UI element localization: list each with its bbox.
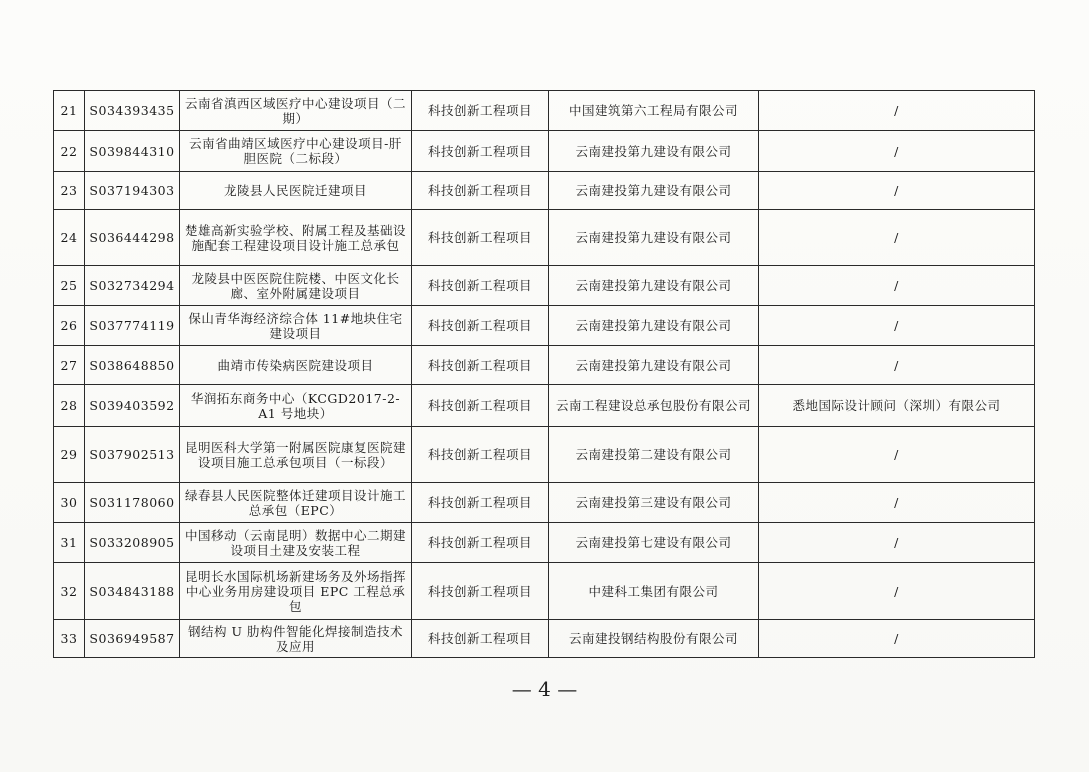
design-unit: / [759,427,1035,483]
page-number: — 4 — [511,677,578,701]
row-index: 22 [54,131,85,172]
construction-unit: 云南建投第七建设有限公司 [549,523,759,563]
project-code: S037194303 [85,172,180,210]
design-unit: / [759,131,1035,172]
project-type: 科技创新工程项目 [412,563,549,620]
construction-unit: 中建科工集团有限公司 [549,563,759,620]
row-index: 29 [54,427,85,483]
design-unit: / [759,483,1035,523]
row-index: 23 [54,172,85,210]
construction-unit: 云南建投第二建设有限公司 [549,427,759,483]
row-index: 31 [54,523,85,563]
project-code: S038648850 [85,346,180,385]
project-code: S039403592 [85,385,180,427]
design-unit: / [759,172,1035,210]
construction-unit: 云南建投第九建设有限公司 [549,306,759,346]
project-code: S039844310 [85,131,180,172]
project-name: 华润拓东商务中心（KCGD2017-2-A1 号地块） [180,385,412,427]
project-type: 科技创新工程项目 [412,131,549,172]
project-type: 科技创新工程项目 [412,210,549,266]
table-row [54,131,1035,172]
design-unit: / [759,620,1035,658]
project-type: 科技创新工程项目 [412,306,549,346]
project-code: S037774119 [85,306,180,346]
project-code: S034843188 [85,563,180,620]
construction-unit: 云南建投第九建设有限公司 [549,210,759,266]
project-name: 昆明长水国际机场新建场务及外场指挥中心业务用房建设项目 EPC 工程总承包 [180,563,412,620]
design-unit: / [759,563,1035,620]
design-unit: / [759,266,1035,306]
project-name: 昆明医科大学第一附属医院康复医院建设项目施工总承包项目（一标段） [180,427,412,483]
construction-unit: 云南建投第九建设有限公司 [549,131,759,172]
row-index: 30 [54,483,85,523]
project-name: 中国移动（云南昆明）数据中心二期建设项目土建及安装工程 [180,523,412,563]
design-unit: / [759,306,1035,346]
construction-unit: 云南建投第九建设有限公司 [549,266,759,306]
table-row [54,620,1035,658]
construction-unit: 云南建投第三建设有限公司 [549,483,759,523]
design-unit: / [759,91,1035,131]
row-index: 21 [54,91,85,131]
project-code: S034393435 [85,91,180,131]
project-type: 科技创新工程项目 [412,427,549,483]
table-row [54,172,1035,210]
table-row [54,483,1035,523]
row-index: 26 [54,306,85,346]
project-type: 科技创新工程项目 [412,385,549,427]
design-unit: / [759,346,1035,385]
table-row [54,563,1035,620]
project-code: S032734294 [85,266,180,306]
project-name: 钢结构 U 肋构件智能化焊接制造技术及应用 [180,620,412,658]
project-name: 云南省曲靖区域医疗中心建设项目-肝胆医院（二标段） [180,131,412,172]
project-code: S036949587 [85,620,180,658]
table-row [54,427,1035,483]
project-table [53,90,1035,658]
project-name: 曲靖市传染病医院建设项目 [180,346,412,385]
project-name: 楚雄高新实验学校、附属工程及基础设施配套工程建设项目设计施工总承包 [180,210,412,266]
project-name: 龙陵县人民医院迁建项目 [180,172,412,210]
project-type: 科技创新工程项目 [412,346,549,385]
row-index: 27 [54,346,85,385]
row-index: 28 [54,385,85,427]
row-index: 32 [54,563,85,620]
project-table-body [54,91,1035,658]
project-name: 云南省滇西区域医疗中心建设项目（二期） [180,91,412,131]
construction-unit: 云南工程建设总承包股份有限公司 [549,385,759,427]
table-row [54,523,1035,563]
project-name: 龙陵县中医医院住院楼、中医文化长廊、室外附属建设项目 [180,266,412,306]
design-unit: / [759,523,1035,563]
row-index: 24 [54,210,85,266]
table-row [54,266,1035,306]
project-code: S031178060 [85,483,180,523]
design-unit: 悉地国际设计顾问（深圳）有限公司 [759,385,1035,427]
project-name: 绿春县人民医院整体迁建项目设计施工总承包（EPC） [180,483,412,523]
project-type: 科技创新工程项目 [412,172,549,210]
row-index: 33 [54,620,85,658]
table-row [54,306,1035,346]
table-row [54,346,1035,385]
project-type: 科技创新工程项目 [412,483,549,523]
construction-unit: 云南建投钢结构股份有限公司 [549,620,759,658]
project-type: 科技创新工程项目 [412,266,549,306]
project-name: 保山青华海经济综合体 11#地块住宅建设项目 [180,306,412,346]
table-row [54,385,1035,427]
project-code: S036444298 [85,210,180,266]
row-index: 25 [54,266,85,306]
construction-unit: 中国建筑第六工程局有限公司 [549,91,759,131]
design-unit: / [759,210,1035,266]
project-type: 科技创新工程项目 [412,620,549,658]
table-row [54,210,1035,266]
construction-unit: 云南建投第九建设有限公司 [549,172,759,210]
project-type: 科技创新工程项目 [412,523,549,563]
project-type: 科技创新工程项目 [412,91,549,131]
construction-unit: 云南建投第九建设有限公司 [549,346,759,385]
project-code: S037902513 [85,427,180,483]
table-row [54,91,1035,131]
project-code: S033208905 [85,523,180,563]
